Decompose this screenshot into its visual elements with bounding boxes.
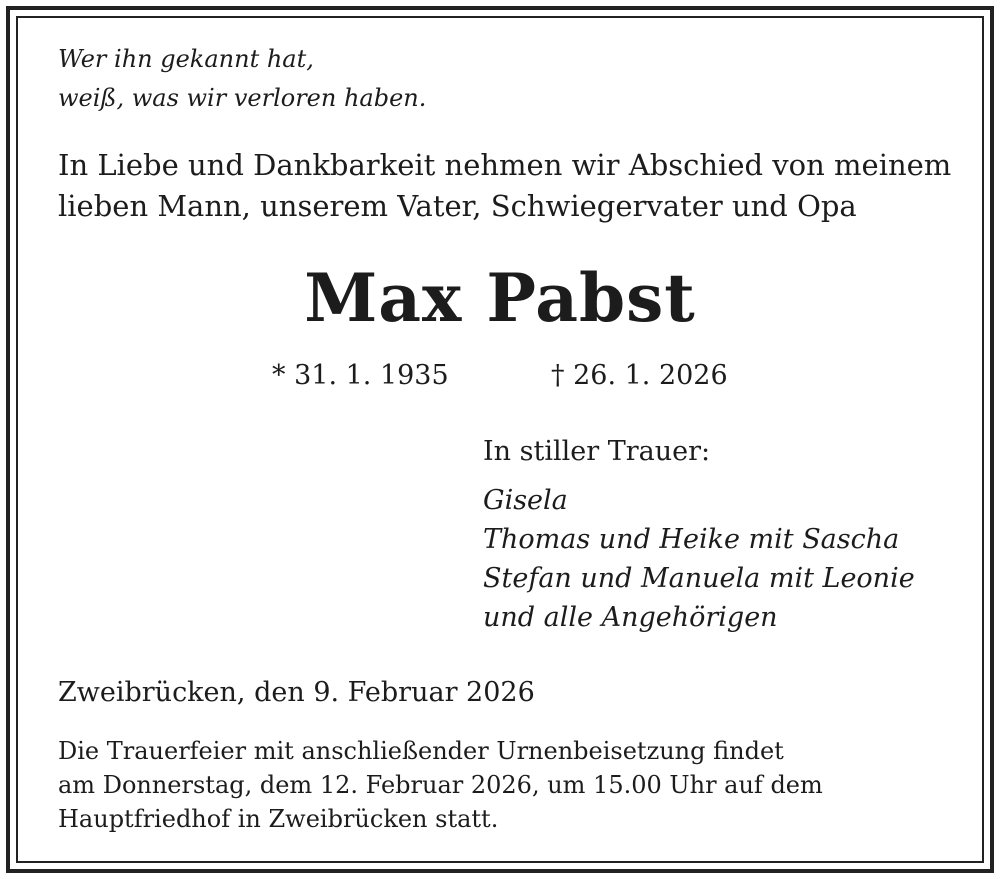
birth-date: * 31. 1. 1935 bbox=[272, 360, 449, 391]
mourner-entry: Thomas und Heike mit Sascha bbox=[483, 524, 900, 555]
funeral-line: am Donnerstag, dem 12. Februar 2026, um 15.00 Uhr auf dem bbox=[58, 771, 823, 799]
death-date: † 26. 1. 2026 bbox=[551, 360, 728, 391]
funeral-notice bbox=[58, 734, 823, 836]
motto bbox=[58, 40, 426, 118]
mourners-list bbox=[483, 481, 915, 637]
mourner-entry: Gisela bbox=[483, 485, 568, 516]
motto-line: weiß, was wir verloren haben. bbox=[58, 84, 427, 112]
deceased-name: Max Pabst bbox=[304, 259, 696, 337]
intro-line: In Liebe und Dankbarkeit nehmen wir Abschied von meinem bbox=[58, 148, 952, 182]
intro-text bbox=[58, 145, 951, 227]
mourner-entry: und alle Angehörigen bbox=[483, 602, 778, 633]
place-and-date: Zweibrücken, den 9. Februar 2026 bbox=[58, 677, 535, 708]
funeral-line: Die Trauerfeier mit anschließender Urnenbeisetzung findet bbox=[58, 737, 784, 765]
mourner-entry: Stefan und Manuela mit Leonie bbox=[483, 563, 915, 594]
funeral-line: Hauptfriedhof in Zweibrücken statt. bbox=[58, 805, 499, 833]
intro-line: lieben Mann, unserem Vater, Schwiegervater und Opa bbox=[58, 189, 857, 223]
motto-line: Wer ihn gekannt hat, bbox=[58, 45, 314, 73]
mourning-heading: In stiller Trauer: bbox=[483, 436, 711, 467]
